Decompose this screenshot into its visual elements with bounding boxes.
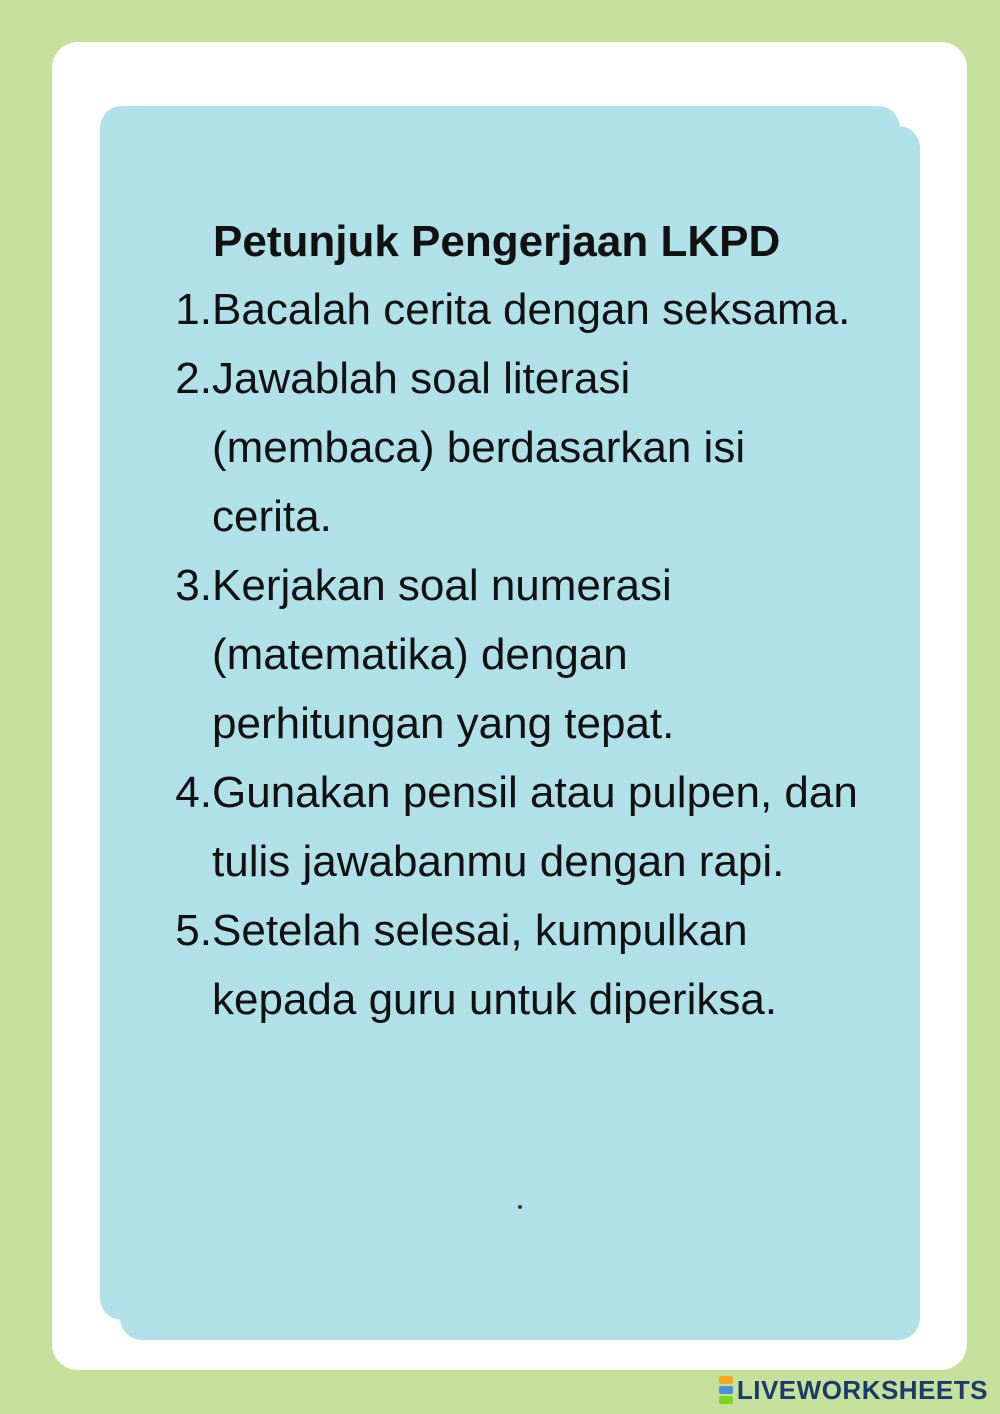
brand-logo <box>719 1372 988 1408</box>
list-item <box>160 551 880 758</box>
step-number: 2. <box>175 354 212 403</box>
brand-name: LIVEWORKSHEETS <box>736 1374 988 1405</box>
list-item <box>160 896 880 1034</box>
step-number: 1. <box>175 285 212 334</box>
step-text: Jawablah soal literasi (membaca) berdasarkan isi cerita. <box>212 354 746 541</box>
step-text: Bacalah cerita dengan seksama. <box>212 285 851 334</box>
list-item <box>160 758 880 896</box>
step-text: Kerjakan soal numerasi (matematika) dengan perhitungan yang tepat. <box>212 561 675 748</box>
step-text: Gunakan pensil atau pulpen, dan tulis jawabanmu dengan rapi. <box>212 768 858 886</box>
step-number: 3. <box>175 561 212 610</box>
step-number: 5. <box>175 906 212 955</box>
decorative-dot <box>518 1205 522 1209</box>
list-item <box>160 344 880 551</box>
page-title: Petunjuk Pengerjaan LKPD <box>213 217 781 266</box>
step-number: 4. <box>175 768 212 817</box>
list-item <box>160 275 880 344</box>
step-text: Setelah selesai, kumpulkan kepada guru untuk diperiksa. <box>212 906 778 1024</box>
liveworksheets-logo-icon <box>719 1375 733 1405</box>
instructions-list <box>160 275 880 1034</box>
